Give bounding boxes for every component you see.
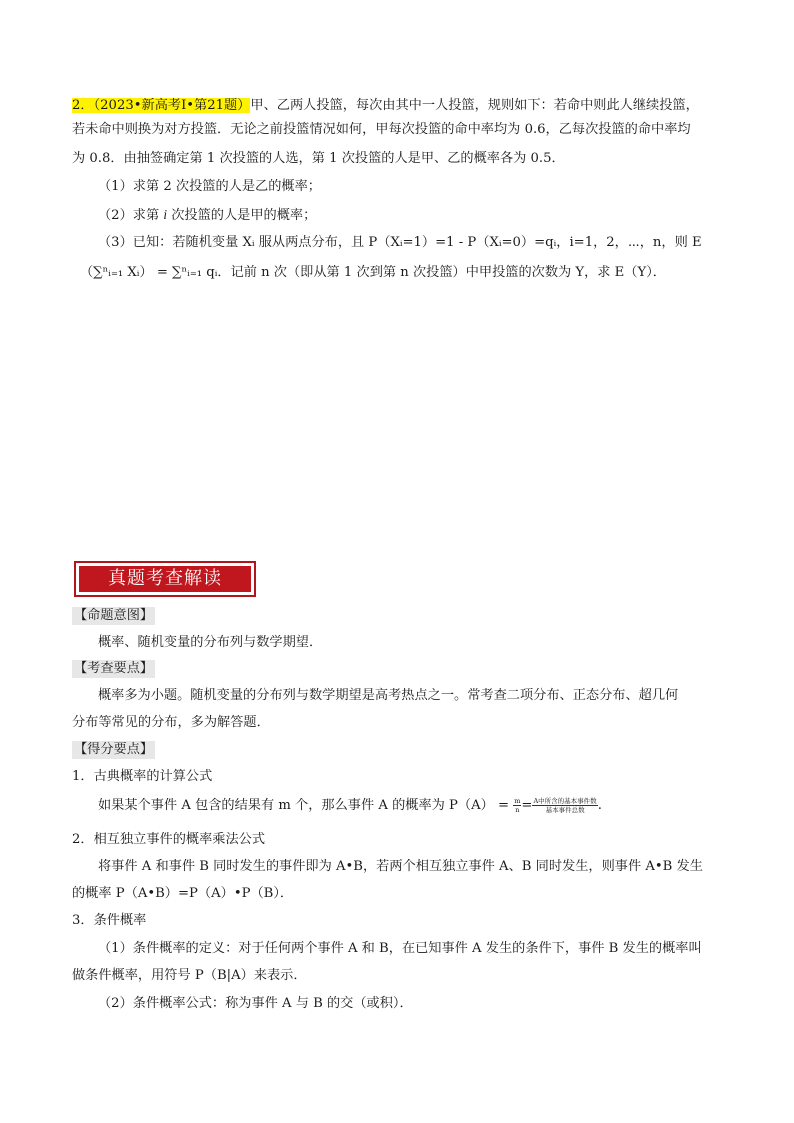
key-line-1: 概率多为小题。随机变量的分布列与数学期望是高考热点之一。常考查二项分布、正态分布、超几何 — [98, 688, 679, 703]
question-2 — [98, 206, 316, 225]
point-2-line-2: 的概率 P（A•B）=P（A）•P（B）． — [72, 886, 294, 901]
question-2-var: i — [163, 207, 168, 222]
problem-text-1: 甲、乙两人投篮，每次由其中一人投篮，规则如下：若命中则此人继续投篮， — [250, 98, 699, 113]
fraction-m: m — [514, 797, 521, 805]
problem-source: （2023•新高考Ⅰ•第21题） — [93, 98, 251, 113]
key-tag: 【考查要点】 — [74, 661, 154, 676]
fraction-events — [532, 797, 597, 814]
problem-line-3: 为 0.8．由抽签确定第 1 次投篮的人选，第 1 次投篮的人是甲、乙的概率各为 0.5． — [72, 151, 565, 166]
point-1-text: 如果某个事件 A 包含的结果有 m 个，那么事件 A 的概率为 P（A） = $\frac{m}{n}$ = $\frac{\text{A中所含的基本事件数}}{\text{基本事件总数}}$ . — [98, 797, 602, 814]
fraction-events-num: A中所含的基本事件数 — [533, 797, 597, 805]
question-2-b: 次投篮的人是甲的概率； — [167, 208, 317, 223]
intent-text: 概率、随机变量的分布列与数学期望． — [98, 635, 323, 650]
point-1-title: 1．古典概率的计算公式 — [72, 769, 213, 784]
point-1-end: . — [597, 798, 602, 813]
key-line-2: 分布等常见的分布，多为解答题． — [72, 715, 270, 730]
point-3-line-2: 做条件概率，用符号 P（B|A）来表示． — [72, 968, 307, 983]
problem-line-1 — [72, 97, 699, 115]
question-1: （1）求第 2 次投篮的人是乙的概率； — [98, 179, 321, 194]
fraction-n: n — [515, 806, 520, 814]
point-2-line-1: 将事件 A 和事件 B 同时发生的事件即为 A•B，若两个相互独立事件 A、B 同时发生，则事件 A•B 发生 — [98, 859, 703, 874]
problem-line-2: 若未命中则换为对方投篮．无论之前投篮情况如何，甲每次投篮的命中率均为 0.6，乙每次投篮的命中率均 — [72, 122, 691, 137]
score-tag: 【得分要点】 — [74, 742, 154, 757]
question-3-line-1: （3）已知：若随机变量 Xᵢ 服从两点分布，且 P（Xᵢ=1）=1 - P（Xᵢ=0）=qᵢ，i=1，2，⋯，n，则 E — [98, 235, 702, 250]
question-2-a: （2）求第 — [98, 208, 164, 223]
point-1-formula-text: 如果某个事件 A 包含的结果有 m 个，那么事件 A 的概率为 P（A） = — [98, 798, 510, 813]
point-3-line-1: （1）条件概率的定义：对于任何两个事件 A 和 B，在已知事件 A 发生的条件下，事件 B 发生的概率叫 — [98, 941, 702, 956]
problem-number: 2． — [72, 98, 94, 113]
fraction-events-den: 基本事件总数 — [545, 806, 585, 814]
point-3-line-3: （2）条件概率公式：称为事件 A 与 B 的交（或积）． — [98, 996, 413, 1011]
section-banner-title: 真题考查解读 — [79, 566, 251, 592]
section-banner — [74, 561, 256, 597]
question-3-line-2: （∑ⁿᵢ₌₁ Xᵢ） = ∑ⁿᵢ₌₁ qᵢ．记前 n 次（即从第 1 次到第 n 次投篮）中甲投篮的次数为 Y，求 E（Y）． — [80, 265, 666, 280]
intent-tag: 【命题意图】 — [74, 608, 154, 623]
fraction-m-over-n — [513, 797, 521, 814]
point-2-title: 2．相互独立事件的概率乘法公式 — [72, 832, 266, 847]
point-3-title: 3．条件概率 — [72, 913, 147, 928]
